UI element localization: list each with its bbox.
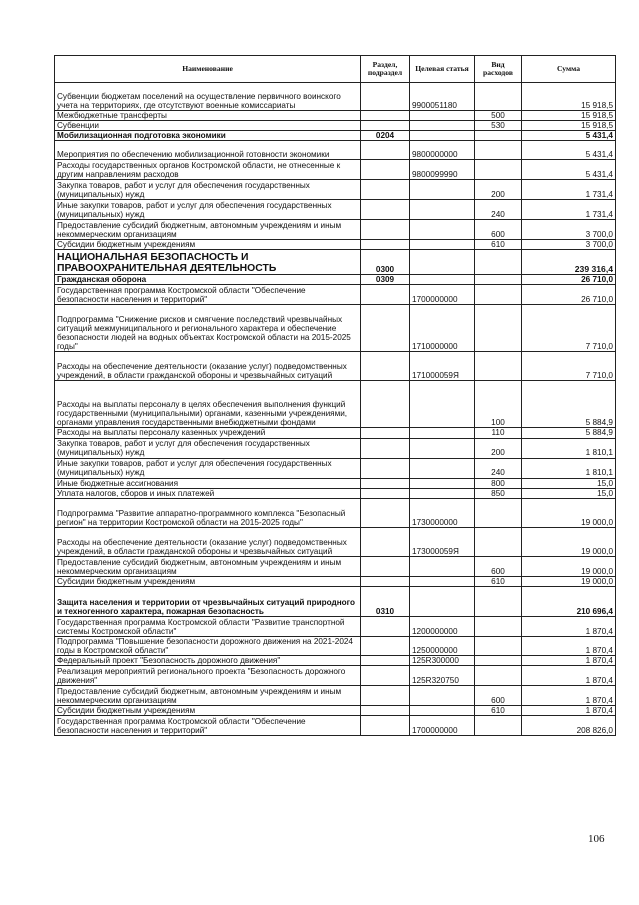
- row-amount: 19 000,0: [522, 576, 616, 586]
- row-amount: 239 316,4: [522, 250, 616, 275]
- row-section: [361, 160, 410, 180]
- row-name: Мероприятия по обеспечению мобилизационной готовности экономики: [55, 141, 361, 160]
- row-target: 1250000000: [410, 636, 475, 655]
- row-kind: [475, 285, 522, 305]
- table-row: [55, 666, 616, 686]
- table-row: [55, 83, 616, 111]
- row-section: [361, 616, 410, 636]
- row-kind: 240: [475, 200, 522, 220]
- table-row: [55, 428, 616, 438]
- row-kind: 110: [475, 428, 522, 438]
- row-target: 1700000000: [410, 285, 475, 305]
- row-target: [410, 220, 475, 240]
- row-amount: 19 000,0: [522, 498, 616, 527]
- row-name: Иные закупки товаров, работ и услуг для обеспечения государственных (муниципальных) нужд: [55, 200, 361, 220]
- table-row: [55, 111, 616, 121]
- row-kind: [475, 141, 522, 160]
- row-kind: [475, 616, 522, 636]
- row-target: 173000059Я: [410, 527, 475, 556]
- row-target: [410, 478, 475, 488]
- row-section: [361, 220, 410, 240]
- row-section: [361, 141, 410, 160]
- table-row: [55, 305, 616, 352]
- row-amount: 1 731,4: [522, 180, 616, 200]
- row-amount: 5 884,9: [522, 381, 616, 428]
- row-section: [361, 438, 410, 458]
- table-row: [55, 250, 616, 275]
- row-kind: 600: [475, 220, 522, 240]
- row-amount: 210 696,4: [522, 586, 616, 616]
- row-target: 1730000000: [410, 498, 475, 527]
- row-section: [361, 576, 410, 586]
- row-name: Субсидии бюджетным учреждениям: [55, 576, 361, 586]
- table-row: [55, 220, 616, 240]
- row-target: [410, 686, 475, 706]
- row-section: [361, 666, 410, 686]
- table-row: [55, 121, 616, 131]
- row-kind: [475, 83, 522, 111]
- table-row: [55, 576, 616, 586]
- row-name: Реализация мероприятий регионального проекта "Безопасность дорожного движения": [55, 666, 361, 686]
- row-name: Межбюджетные трансферты: [55, 111, 361, 121]
- row-name: Гражданская оборона: [55, 275, 361, 285]
- row-name: Предоставление субсидий бюджетным, автономным учреждениям и иным некоммерческим организациям: [55, 220, 361, 240]
- row-target: [410, 488, 475, 498]
- row-amount: 1 870,4: [522, 636, 616, 655]
- row-amount: 5 431,4: [522, 160, 616, 180]
- table-row: [55, 488, 616, 498]
- row-kind: 530: [475, 121, 522, 131]
- row-target: [410, 200, 475, 220]
- row-amount: 1 810,1: [522, 458, 616, 478]
- table-row: [55, 200, 616, 220]
- budget-table: [54, 55, 616, 736]
- row-section: 0204: [361, 131, 410, 141]
- row-name: Закупка товаров, работ и услуг для обеспечения государственных (муниципальных) нужд: [55, 180, 361, 200]
- row-name: Подпрограмма "Повышение безопасности дорожного движения на 2021-2024 годы в Костромской области": [55, 636, 361, 655]
- row-section: 0310: [361, 586, 410, 616]
- row-section: [361, 83, 410, 111]
- row-kind: [475, 275, 522, 285]
- table-row: [55, 498, 616, 527]
- row-kind: 500: [475, 111, 522, 121]
- row-kind: [475, 636, 522, 655]
- row-name: Подпрограмма "Развитие аппаратно-программного комплекса "Безопасный регион" на территории Костромской области на 2015-2025 годы": [55, 498, 361, 527]
- header-amount: Сумма: [522, 56, 616, 83]
- row-target: 125R300000: [410, 656, 475, 666]
- header-row: [55, 56, 616, 83]
- row-kind: 850: [475, 488, 522, 498]
- row-target: [410, 180, 475, 200]
- row-target: [410, 381, 475, 428]
- row-kind: 600: [475, 686, 522, 706]
- row-section: [361, 636, 410, 655]
- row-name: Расходы на обеспечение деятельности (оказание услуг) подведомственных учреждений, в области гражданской обороны и чрезвычайных ситуаций: [55, 527, 361, 556]
- row-target: 9800099990: [410, 160, 475, 180]
- header-kind: Вид расходов: [475, 56, 522, 83]
- row-amount: 1 731,4: [522, 200, 616, 220]
- row-amount: 15 918,5: [522, 111, 616, 121]
- table-row: [55, 285, 616, 305]
- row-amount: 1 870,4: [522, 706, 616, 716]
- row-name: Субсидии бюджетным учреждениям: [55, 706, 361, 716]
- row-name: Защита населения и территории от чрезвычайных ситуаций природного и техногенного характера, пожарная безопасность: [55, 586, 361, 616]
- table-row: [55, 556, 616, 576]
- row-name: Уплата налогов, сборов и иных платежей: [55, 488, 361, 498]
- table-row: [55, 706, 616, 716]
- row-name: Иные бюджетные ассигнования: [55, 478, 361, 488]
- row-target: [410, 240, 475, 250]
- row-name: Субвенции: [55, 121, 361, 131]
- table-row: [55, 141, 616, 160]
- row-amount: 7 710,0: [522, 305, 616, 352]
- row-name: Субвенции бюджетам поселений на осуществление первичного воинского учета на территориях, где отсутствуют военные комиссариаты: [55, 83, 361, 111]
- row-name: Подпрограмма "Снижение рисков и смягчение последствий чрезвычайных ситуаций межмуниципального и регионального характера и обеспечение безопасности людей на водных объектах Костромской области на 2015-2025 годы": [55, 305, 361, 352]
- row-kind: 600: [475, 556, 522, 576]
- row-target: 9800000000: [410, 141, 475, 160]
- row-kind: [475, 656, 522, 666]
- row-target: [410, 576, 475, 586]
- row-amount: 15 918,5: [522, 121, 616, 131]
- row-kind: [475, 586, 522, 616]
- row-target: [410, 438, 475, 458]
- row-amount: 19 000,0: [522, 527, 616, 556]
- row-section: [361, 716, 410, 736]
- row-kind: [475, 250, 522, 275]
- row-name: Государственная программа Костромской области "Обеспечение безопасности населения и территорий": [55, 716, 361, 736]
- row-kind: [475, 527, 522, 556]
- row-amount: 5 431,4: [522, 131, 616, 141]
- row-kind: [475, 716, 522, 736]
- row-target: [410, 121, 475, 131]
- row-kind: [475, 160, 522, 180]
- row-section: [361, 200, 410, 220]
- row-name: НАЦИОНАЛЬНАЯ БЕЗОПАСНОСТЬ И ПРАВООХРАНИТЕЛЬНАЯ ДЕЯТЕЛЬНОСТЬ: [55, 250, 361, 275]
- row-amount: 1 870,4: [522, 686, 616, 706]
- row-kind: 610: [475, 576, 522, 586]
- row-section: [361, 478, 410, 488]
- row-kind: [475, 131, 522, 141]
- row-target: [410, 131, 475, 141]
- page-number: 106: [588, 833, 605, 845]
- table-row: [55, 686, 616, 706]
- header-name: Наименование: [55, 56, 361, 83]
- row-section: [361, 305, 410, 352]
- row-target: 9900051180: [410, 83, 475, 111]
- row-section: [361, 556, 410, 576]
- row-amount: 26 710,0: [522, 275, 616, 285]
- row-target: 1710000000: [410, 305, 475, 352]
- row-amount: 1 870,4: [522, 656, 616, 666]
- table-row: [55, 352, 616, 381]
- row-target: [410, 556, 475, 576]
- row-name: Расходы на выплаты персоналу казенных учреждений: [55, 428, 361, 438]
- row-target: [410, 458, 475, 478]
- row-name: Расходы государственных органов Костромской области, не отнесенные к другим направлениям расходов: [55, 160, 361, 180]
- table-row: [55, 478, 616, 488]
- table-row: [55, 381, 616, 428]
- row-section: [361, 706, 410, 716]
- table-row: [55, 458, 616, 478]
- row-section: [361, 381, 410, 428]
- row-section: [361, 488, 410, 498]
- row-target: 171000059Я: [410, 352, 475, 381]
- table-row: [55, 656, 616, 666]
- row-section: [361, 498, 410, 527]
- row-name: Расходы на выплаты персоналу в целях обеспечения выполнения функций государственными (муниципальными) органами, казенными учреждениями, органами управления государственными внебюджетными фондами: [55, 381, 361, 428]
- row-kind: [475, 666, 522, 686]
- row-amount: 15 918,5: [522, 83, 616, 111]
- row-section: [361, 111, 410, 121]
- row-kind: 240: [475, 458, 522, 478]
- row-kind: 610: [475, 240, 522, 250]
- row-amount: 19 000,0: [522, 556, 616, 576]
- row-target: [410, 706, 475, 716]
- row-kind: 200: [475, 180, 522, 200]
- row-section: [361, 121, 410, 131]
- table-row: [55, 240, 616, 250]
- row-target: [410, 428, 475, 438]
- row-section: [361, 240, 410, 250]
- row-section: 0300: [361, 250, 410, 275]
- row-target: 1200000000: [410, 616, 475, 636]
- header-section: Раздел, подраздел: [361, 56, 410, 83]
- row-section: [361, 686, 410, 706]
- row-section: [361, 352, 410, 381]
- row-amount: 3 700,0: [522, 240, 616, 250]
- row-amount: 3 700,0: [522, 220, 616, 240]
- row-name: Государственная программа Костромской области "Развитие транспортной системы Костромской области": [55, 616, 361, 636]
- row-target: 125R320750: [410, 666, 475, 686]
- row-kind: 610: [475, 706, 522, 716]
- row-name: Федеральный проект "Безопасность дорожного движения": [55, 656, 361, 666]
- row-amount: 208 826,0: [522, 716, 616, 736]
- table-row: [55, 636, 616, 655]
- row-amount: 5 884,9: [522, 428, 616, 438]
- table-row: [55, 131, 616, 141]
- row-target: [410, 275, 475, 285]
- table-row: [55, 275, 616, 285]
- table-body: [55, 83, 616, 736]
- row-target: 1700000000: [410, 716, 475, 736]
- row-amount: 1 870,4: [522, 666, 616, 686]
- table-row: [55, 160, 616, 180]
- table-row: [55, 438, 616, 458]
- row-amount: 15,0: [522, 488, 616, 498]
- row-amount: 15,0: [522, 478, 616, 488]
- row-name: Предоставление субсидий бюджетным, автономным учреждениям и иным некоммерческим организациям: [55, 686, 361, 706]
- row-name: Государственная программа Костромской области "Обеспечение безопасности населения и территорий": [55, 285, 361, 305]
- table-row: [55, 716, 616, 736]
- table-row: [55, 616, 616, 636]
- row-name: Мобилизационная подготовка экономики: [55, 131, 361, 141]
- row-section: [361, 428, 410, 438]
- row-kind: 800: [475, 478, 522, 488]
- row-amount: 7 710,0: [522, 352, 616, 381]
- row-amount: 5 431,4: [522, 141, 616, 160]
- row-amount: 1 810,1: [522, 438, 616, 458]
- row-section: [361, 285, 410, 305]
- row-target: [410, 111, 475, 121]
- row-kind: [475, 498, 522, 527]
- row-name: Закупка товаров, работ и услуг для обеспечения государственных (муниципальных) нужд: [55, 438, 361, 458]
- row-amount: 26 710,0: [522, 285, 616, 305]
- row-kind: 200: [475, 438, 522, 458]
- row-name: Иные закупки товаров, работ и услуг для обеспечения государственных (муниципальных) нужд: [55, 458, 361, 478]
- row-kind: 100: [475, 381, 522, 428]
- row-target: [410, 586, 475, 616]
- row-kind: [475, 352, 522, 381]
- row-name: Предоставление субсидий бюджетным, автономным учреждениям и иным некоммерческим организациям: [55, 556, 361, 576]
- row-section: [361, 527, 410, 556]
- table-row: [55, 527, 616, 556]
- row-name: Расходы на обеспечение деятельности (оказание услуг) подведомственных учреждений, в области гражданской обороны и чрезвычайных ситуаций: [55, 352, 361, 381]
- row-section: [361, 458, 410, 478]
- header-target: Целевая статья: [410, 56, 475, 83]
- row-section: [361, 180, 410, 200]
- table-row: [55, 586, 616, 616]
- row-amount: 1 870,4: [522, 616, 616, 636]
- row-kind: [475, 305, 522, 352]
- row-section: 0309: [361, 275, 410, 285]
- row-name: Субсидии бюджетным учреждениям: [55, 240, 361, 250]
- table-row: [55, 180, 616, 200]
- row-section: [361, 656, 410, 666]
- row-target: [410, 250, 475, 275]
